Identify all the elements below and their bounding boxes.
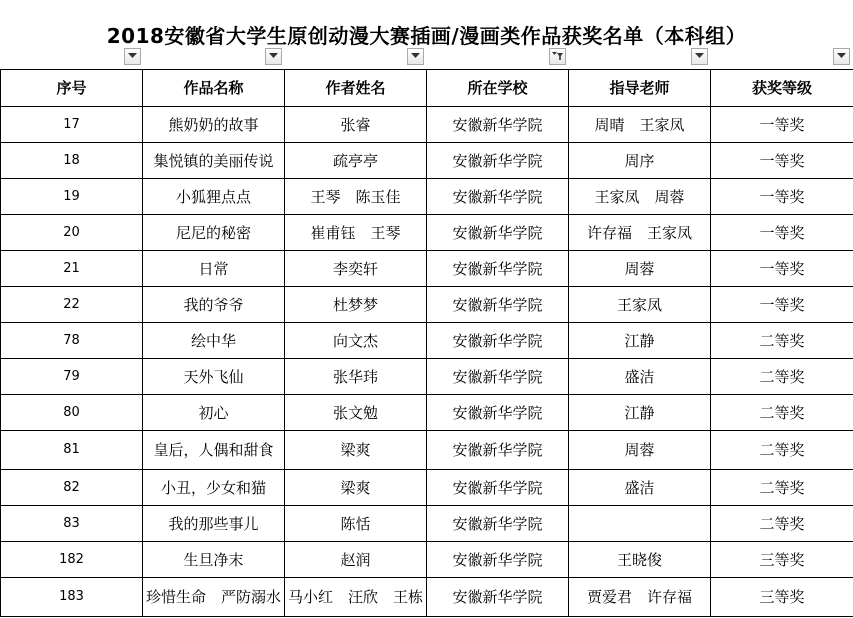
- cell-work[interactable]: 小丑，少女和猫: [143, 470, 285, 506]
- col-header-award[interactable]: 获奖等级: [711, 70, 853, 107]
- cell-no[interactable]: 21: [1, 251, 143, 287]
- cell-author[interactable]: 梁爽: [285, 431, 427, 470]
- cell-author[interactable]: 疏亭亭: [285, 143, 427, 179]
- cell-school[interactable]: 安徽新华学院: [427, 542, 569, 578]
- cell-teacher[interactable]: 盛洁: [569, 359, 711, 395]
- cell-award[interactable]: 一等奖: [711, 107, 853, 143]
- filter-button-work[interactable]: [265, 48, 282, 65]
- col-header-author[interactable]: 作者姓名: [285, 70, 427, 107]
- dropdown-arrow-icon: [695, 53, 704, 59]
- cell-no[interactable]: 80: [1, 395, 143, 431]
- col-header-no[interactable]: 序号: [1, 70, 143, 107]
- cell-award[interactable]: 三等奖: [711, 542, 853, 578]
- cell-no[interactable]: 183: [1, 578, 143, 617]
- autofilter-bar: [0, 48, 853, 67]
- col-header-school[interactable]: 所在学校: [427, 70, 569, 107]
- table-row: [1, 506, 853, 542]
- table-row: [1, 578, 853, 617]
- cell-no[interactable]: 79: [1, 359, 143, 395]
- cell-no[interactable]: 22: [1, 287, 143, 323]
- cell-teacher[interactable]: 贾爱君 许存福: [569, 578, 711, 617]
- cell-no[interactable]: 19: [1, 179, 143, 215]
- cell-no[interactable]: 83: [1, 506, 143, 542]
- cell-no[interactable]: 182: [1, 542, 143, 578]
- cell-school[interactable]: 安徽新华学院: [427, 395, 569, 431]
- cell-school[interactable]: 安徽新华学院: [427, 287, 569, 323]
- cell-school[interactable]: 安徽新华学院: [427, 470, 569, 506]
- table-row: [1, 470, 853, 506]
- table-row: [1, 179, 853, 215]
- filter-button-author[interactable]: [407, 48, 424, 65]
- cell-no[interactable]: 20: [1, 215, 143, 251]
- cell-teacher[interactable]: 盛洁: [569, 470, 711, 506]
- cell-work[interactable]: 集悦镇的美丽传说: [143, 143, 285, 179]
- cell-school[interactable]: 安徽新华学院: [427, 506, 569, 542]
- cell-school[interactable]: 安徽新华学院: [427, 359, 569, 395]
- cell-work[interactable]: 尼尼的秘密: [143, 215, 285, 251]
- table-row: [1, 143, 853, 179]
- table-row: [1, 323, 853, 359]
- cell-teacher[interactable]: 周序: [569, 143, 711, 179]
- cell-work[interactable]: 生旦净末: [143, 542, 285, 578]
- cell-award[interactable]: 二等奖: [711, 506, 853, 542]
- table-row: [1, 107, 853, 143]
- cell-award[interactable]: 一等奖: [711, 179, 853, 215]
- cell-teacher[interactable]: 王晓俊: [569, 542, 711, 578]
- cell-author[interactable]: 向文杰: [285, 323, 427, 359]
- filter-button-school[interactable]: [549, 48, 566, 65]
- cell-work[interactable]: 天外飞仙: [143, 359, 285, 395]
- cell-no[interactable]: 17: [1, 107, 143, 143]
- dropdown-arrow-icon: [411, 53, 420, 59]
- cell-teacher[interactable]: 周晴 王家凤: [569, 107, 711, 143]
- cell-work[interactable]: 小狐狸点点: [143, 179, 285, 215]
- cell-school[interactable]: 安徽新华学院: [427, 143, 569, 179]
- cell-teacher[interactable]: 江静: [569, 323, 711, 359]
- cell-work[interactable]: 我的那些事儿: [143, 506, 285, 542]
- table-row: [1, 431, 853, 470]
- filter-button-no[interactable]: [124, 48, 141, 65]
- cell-author[interactable]: 王琴 陈玉佳: [285, 179, 427, 215]
- cell-award[interactable]: 三等奖: [711, 578, 853, 617]
- cell-work[interactable]: 熊奶奶的故事: [143, 107, 285, 143]
- cell-award[interactable]: 二等奖: [711, 395, 853, 431]
- filter-button-award[interactable]: [833, 48, 850, 65]
- cell-award[interactable]: 二等奖: [711, 431, 853, 470]
- cell-author[interactable]: 张华玮: [285, 359, 427, 395]
- cell-teacher[interactable]: 王家凤: [569, 287, 711, 323]
- cell-school[interactable]: 安徽新华学院: [427, 179, 569, 215]
- cell-author[interactable]: 陈恬: [285, 506, 427, 542]
- cell-school[interactable]: 安徽新华学院: [427, 107, 569, 143]
- cell-award[interactable]: 二等奖: [711, 323, 853, 359]
- cell-work[interactable]: 珍惜生命 严防溺水: [143, 578, 285, 617]
- cell-school[interactable]: 安徽新华学院: [427, 251, 569, 287]
- cell-author[interactable]: 马小红 汪欣 王栋: [285, 578, 427, 617]
- cell-award[interactable]: 一等奖: [711, 251, 853, 287]
- table-row: [1, 359, 853, 395]
- cell-work[interactable]: 绘中华: [143, 323, 285, 359]
- cell-no[interactable]: 81: [1, 431, 143, 470]
- cell-author[interactable]: 李奕轩: [285, 251, 427, 287]
- table-row: [1, 542, 853, 578]
- sheet-title: 2018安徽省大学生原创动漫大赛插画/漫画类作品获奖名单（本科组）: [106, 24, 747, 48]
- cell-award[interactable]: 一等奖: [711, 143, 853, 179]
- dropdown-arrow-icon: [128, 53, 137, 59]
- cell-no[interactable]: 82: [1, 470, 143, 506]
- col-header-teacher[interactable]: 指导老师: [569, 70, 711, 107]
- cell-teacher[interactable]: 周蓉: [569, 251, 711, 287]
- cell-author[interactable]: 崔甫钰 王琴: [285, 215, 427, 251]
- filter-active-icon: [552, 52, 563, 61]
- cell-school[interactable]: 安徽新华学院: [427, 323, 569, 359]
- cell-work[interactable]: 皇后，人偶和甜食: [143, 431, 285, 470]
- cell-author[interactable]: 杜梦梦: [285, 287, 427, 323]
- cell-award[interactable]: 二等奖: [711, 359, 853, 395]
- cell-teacher[interactable]: [569, 506, 711, 542]
- awards-table: [0, 69, 853, 617]
- cell-teacher[interactable]: 王家凤 周蓉: [569, 179, 711, 215]
- cell-work[interactable]: 我的爷爷: [143, 287, 285, 323]
- table-row: [1, 251, 853, 287]
- cell-award[interactable]: 一等奖: [711, 215, 853, 251]
- header-row: [1, 70, 853, 107]
- cell-author[interactable]: 梁爽: [285, 470, 427, 506]
- table-row: [1, 287, 853, 323]
- dropdown-arrow-icon: [269, 53, 278, 59]
- cell-teacher[interactable]: 江静: [569, 395, 711, 431]
- cell-award[interactable]: 一等奖: [711, 287, 853, 323]
- cell-author[interactable]: 赵润: [285, 542, 427, 578]
- col-header-work[interactable]: 作品名称: [143, 70, 285, 107]
- cell-no[interactable]: 78: [1, 323, 143, 359]
- cell-work[interactable]: 日常: [143, 251, 285, 287]
- table-row: [1, 395, 853, 431]
- cell-work[interactable]: 初心: [143, 395, 285, 431]
- cell-no[interactable]: 18: [1, 143, 143, 179]
- cell-teacher[interactable]: 许存福 王家凤: [569, 215, 711, 251]
- cell-school[interactable]: 安徽新华学院: [427, 431, 569, 470]
- cell-award[interactable]: 二等奖: [711, 470, 853, 506]
- cell-teacher[interactable]: 周蓉: [569, 431, 711, 470]
- filter-button-teacher[interactable]: [691, 48, 708, 65]
- cell-author[interactable]: 张文勉: [285, 395, 427, 431]
- cell-school[interactable]: 安徽新华学院: [427, 215, 569, 251]
- cell-author[interactable]: 张睿: [285, 107, 427, 143]
- cell-school[interactable]: 安徽新华学院: [427, 578, 569, 617]
- table-row: [1, 215, 853, 251]
- dropdown-arrow-icon: [837, 53, 846, 59]
